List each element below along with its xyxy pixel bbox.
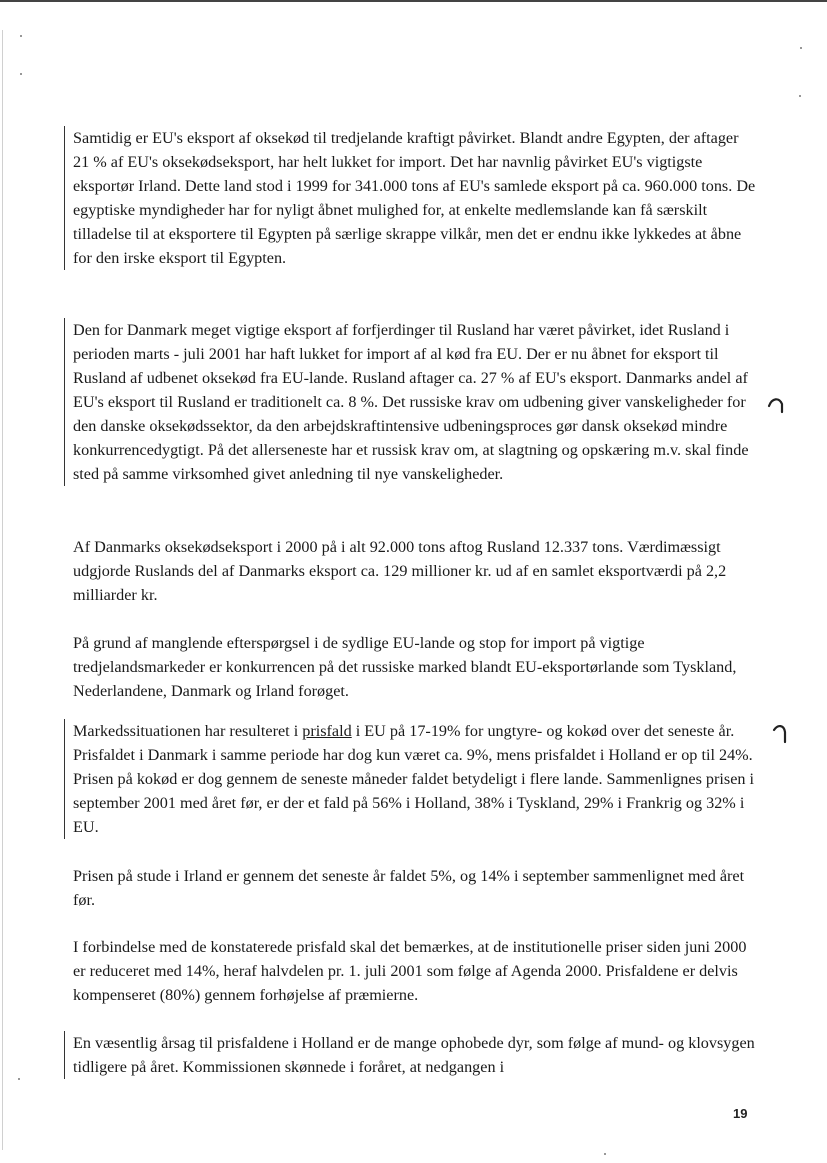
scan-speck — [18, 1078, 20, 1080]
scan-speck — [20, 35, 22, 37]
paragraph-eu-export-egypt: Samtidig er EU's eksport af oksekød til tredjelande kraftigt påvirket. Blandt andre Egypten, der aftager 21 % af EU's oksekødseksport, har helt lukket for import. Det har navnlig påvirket EU's vigtigste eksportør Irland. Dette land stod i 1999 for 341.000 tons af EU's samlede eksport på ca. 960.000 tons. De egyptiske myndigheder har for nyligt åbnet mulighed for, at enkelte medlemslande kan få særskilt tilladelse til at eksportere til Egypten på særlige skrappe vilkår, men det er endnu ikke lykkedes at åbne for den irske eksport til Egypten. — [64, 126, 758, 270]
scan-top-rule — [0, 0, 827, 2]
price-fall-text-start: Markedssituationen har resulteret i — [73, 722, 303, 740]
paragraph-ireland-steers: Prisen på stude i Irland er gennem det seneste år faldet 5%, og 14% i september sammenlignet med året før. — [73, 867, 745, 909]
margin-bracket-mark-icon — [770, 720, 790, 744]
price-fall-underlined-term: prisfald — [302, 722, 352, 740]
paragraph-holland-cause: En væsentlig årsag til prisfaldene i Holland er de mange ophobede dyr, som følge af mund- og klovsygen tidligere på året. Kommissionen skønnede i foråret, at nedgangen i — [64, 1031, 758, 1079]
margin-bracket-mark-icon — [766, 392, 786, 416]
page-number: 19 — [733, 1106, 748, 1121]
scan-speck — [20, 73, 22, 75]
paragraph-russia-export: Den for Danmark meget vigtige eksport af forfjerdinger til Rusland har været påvirket, idet Rusland i perioden marts - juli 2001 har haft lukket for import af al kød fra EU. Der er nu åbnet for eksport til Rusland af udbenet oksekød fra EU-lande. Rusland aftager ca. 27 % af EU's eksport. Danmarks andel af EU's eksport til Rusland er traditionelt ca. 8 %. Det russiske krav om udbening giver vanskeligheder for den danske oksekødssektor, da den arbejdskraftintensive udbeningsproces gør dansk oksekød mindre konkurrencedygtigt. På det allerseneste har et russisk krav om, at slagtning og opskæring m.v. skal finde sted på samme virksomhed givet anledning til nye vanskeligheder. — [64, 318, 758, 486]
paragraph-institutional-prices: I forbindelse med de konstaterede prisfald skal det bemærkes, at de institutionelle priser siden juni 2000 er reduceret med 14%, heraf halvdelen pr. 1. juli 2001 som følge af Agenda 2000. Prisfaldene er delvis kompenseret (80%) gennem forhøjelse af præmierne. — [73, 938, 747, 1004]
price-fall-text-end: i EU på 17-19% for ungtyre- og kokød over det seneste år. Prisfaldet i Danmark i samme periode har dog kun været ca. 9%, mens prisfaldet i Holland er op til 24%. Prisen på kokød er dog gennem de seneste måneder faldet betydeligt i flere lande. Sammenlignes prisen i september 2001 med året før, er der et fald på 56% i Holland, 38% i Tyskland, 29% i Frankrig og 32% i EU. — [73, 722, 755, 836]
scan-speck — [800, 47, 802, 49]
paragraph-price-fall — [64, 719, 758, 839]
paragraph-danish-export-figures: Af Danmarks oksekødseksport i 2000 på i alt 92.000 tons aftog Rusland 12.337 tons. Værdimæssigt udgjorde Ruslands del af Danmarks eksport ca. 129 millioner kr. ud af en samlet eksportværdi på 2,2 milliarder kr. — [73, 538, 727, 604]
scan-speck — [604, 1153, 606, 1155]
scan-speck — [799, 95, 801, 97]
scan-left-edge — [2, 30, 3, 1150]
paragraph-competition-russia: På grund af manglende efterspørgsel i de sydlige EU-lande og stop for import på vigtige tredjelandsmarkeder er konkurrencen på det russiske marked blandt EU-eksportørlande som Tyskland, Nederlandene, Danmark og Irland forøget. — [73, 634, 737, 700]
